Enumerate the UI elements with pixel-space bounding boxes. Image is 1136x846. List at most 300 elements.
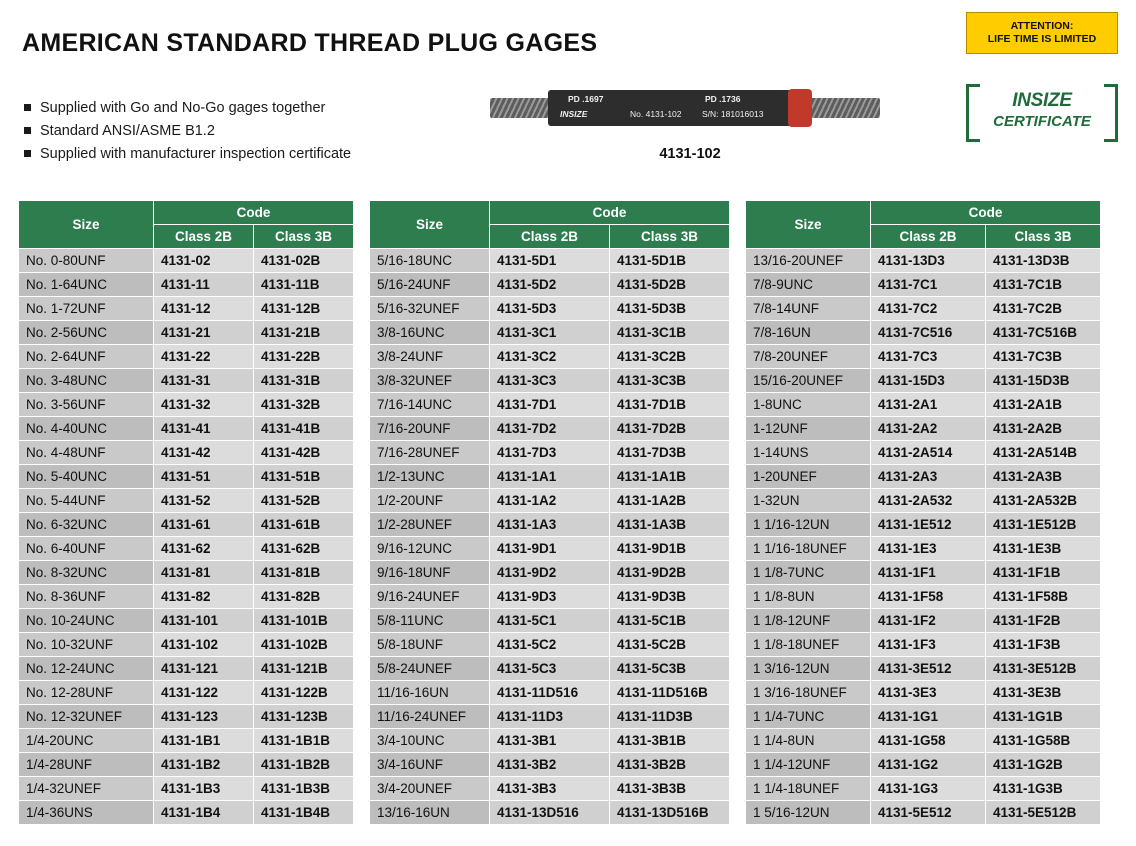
product-caption: 4131-102 <box>659 146 721 162</box>
cell-size: 9/16-12UNC <box>370 537 490 561</box>
table-row <box>370 729 730 753</box>
table-row <box>370 681 730 705</box>
cell-class-3b: 4131-21B <box>254 321 354 345</box>
cell-size: No. 4-48UNF <box>19 441 154 465</box>
cell-class-2b: 4131-3B3 <box>490 777 610 801</box>
cell-class-3b: 4131-3C1B <box>610 321 730 345</box>
list-item <box>24 98 351 118</box>
gage-table-3 <box>745 200 1101 825</box>
table-row <box>19 633 354 657</box>
table-row <box>19 393 354 417</box>
cell-class-2b: 4131-1G58 <box>871 729 986 753</box>
cell-class-3b: 4131-2A2B <box>986 417 1101 441</box>
cell-class-2b: 4131-13D3 <box>871 249 986 273</box>
bullet-icon <box>24 150 31 157</box>
cell-class-2b: 4131-101 <box>154 609 254 633</box>
cell-size: No. 5-40UNC <box>19 465 154 489</box>
cell-class-3b: 4131-1B3B <box>254 777 354 801</box>
table-row <box>746 585 1101 609</box>
cell-class-2b: 4131-3C2 <box>490 345 610 369</box>
table-row <box>370 633 730 657</box>
table-row <box>370 345 730 369</box>
list-item <box>24 144 351 164</box>
cell-size: 3/8-24UNF <box>370 345 490 369</box>
table-row <box>746 321 1101 345</box>
cell-size: 5/8-11UNC <box>370 609 490 633</box>
gage-code-tables <box>18 200 1118 825</box>
cell-class-3b: 4131-7C2B <box>986 297 1101 321</box>
cell-class-3b: 4131-1F1B <box>986 561 1101 585</box>
cell-class-3b: 4131-1F58B <box>986 585 1101 609</box>
cell-class-3b: 4131-13D516B <box>610 801 730 825</box>
column-header-class-2b: Class 2B <box>871 225 986 249</box>
table-row <box>370 393 730 417</box>
cell-class-3b: 4131-1A3B <box>610 513 730 537</box>
cell-class-2b: 4131-7D2 <box>490 417 610 441</box>
cell-size: 13/16-20UNEF <box>746 249 871 273</box>
feature-list <box>24 98 351 167</box>
cell-size: 1 1/16-18UNEF <box>746 537 871 561</box>
table-row <box>370 513 730 537</box>
table-row <box>370 465 730 489</box>
cell-class-3b: 4131-2A1B <box>986 393 1101 417</box>
table-row <box>746 729 1101 753</box>
cell-class-3b: 4131-2A514B <box>986 441 1101 465</box>
cell-class-3b: 4131-9D3B <box>610 585 730 609</box>
cell-class-2b: 4131-3E512 <box>871 657 986 681</box>
cell-class-3b: 4131-5C1B <box>610 609 730 633</box>
table-row <box>370 777 730 801</box>
table-row <box>746 609 1101 633</box>
cell-class-2b: 4131-02 <box>154 249 254 273</box>
cell-class-2b: 4131-11D516 <box>490 681 610 705</box>
table-row <box>370 537 730 561</box>
cell-class-3b: 4131-1F3B <box>986 633 1101 657</box>
table-row <box>746 513 1101 537</box>
table-row <box>746 753 1101 777</box>
pd-left-label: PD .1697 <box>568 94 604 104</box>
cell-class-2b: 4131-1F2 <box>871 609 986 633</box>
cell-class-3b: 4131-7C3B <box>986 345 1101 369</box>
cell-class-2b: 4131-3E3 <box>871 681 986 705</box>
cell-class-3b: 4131-1E512B <box>986 513 1101 537</box>
table-row <box>19 681 354 705</box>
feature-text: Supplied with Go and No-Go gages together <box>40 100 326 116</box>
gage-table-1 <box>18 200 354 825</box>
table-row <box>19 801 354 825</box>
cell-class-3b: 4131-1B2B <box>254 753 354 777</box>
cell-class-2b: 4131-1E512 <box>871 513 986 537</box>
cell-size: 3/4-20UNEF <box>370 777 490 801</box>
table-row <box>19 609 354 633</box>
cell-class-3b: 4131-31B <box>254 369 354 393</box>
table-row <box>370 441 730 465</box>
table-row <box>370 657 730 681</box>
table-row <box>19 777 354 801</box>
cell-class-3b: 4131-22B <box>254 345 354 369</box>
cell-class-3b: 4131-3C3B <box>610 369 730 393</box>
table-row <box>746 489 1101 513</box>
table-row <box>19 705 354 729</box>
cell-size: 11/16-24UNEF <box>370 705 490 729</box>
cell-size: No. 6-40UNF <box>19 537 154 561</box>
cell-class-2b: 4131-7C2 <box>871 297 986 321</box>
cell-size: No. 8-36UNF <box>19 585 154 609</box>
cell-class-3b: 4131-5C3B <box>610 657 730 681</box>
cell-class-3b: 4131-1B4B <box>254 801 354 825</box>
cell-class-3b: 4131-121B <box>254 657 354 681</box>
table-row <box>746 249 1101 273</box>
cell-size: 1/4-28UNF <box>19 753 154 777</box>
brand-label: INSIZE <box>560 109 588 119</box>
cell-class-2b: 4131-2A3 <box>871 465 986 489</box>
table-row <box>370 489 730 513</box>
cell-class-3b: 4131-5C2B <box>610 633 730 657</box>
cell-class-2b: 4131-12 <box>154 297 254 321</box>
column-header-class-3b: Class 3B <box>986 225 1101 249</box>
cell-size: 5/8-24UNEF <box>370 657 490 681</box>
bullet-icon <box>24 127 31 134</box>
cell-size: 7/8-16UN <box>746 321 871 345</box>
table-row <box>746 345 1101 369</box>
cell-class-2b: 4131-32 <box>154 393 254 417</box>
table-row <box>19 585 354 609</box>
cell-class-2b: 4131-5C1 <box>490 609 610 633</box>
cell-class-2b: 4131-21 <box>154 321 254 345</box>
cell-size: 1 1/8-7UNC <box>746 561 871 585</box>
cell-class-3b: 4131-3B3B <box>610 777 730 801</box>
cell-class-3b: 4131-7C1B <box>986 273 1101 297</box>
cell-class-2b: 4131-62 <box>154 537 254 561</box>
table-row <box>19 753 354 777</box>
cell-class-3b: 4131-123B <box>254 705 354 729</box>
cell-size: 1 3/16-18UNEF <box>746 681 871 705</box>
table-row <box>19 321 354 345</box>
cell-size: 1-20UNEF <box>746 465 871 489</box>
product-illustration <box>480 78 900 140</box>
cell-size: 3/8-32UNEF <box>370 369 490 393</box>
cell-class-2b: 4131-3C1 <box>490 321 610 345</box>
cell-class-3b: 4131-11B <box>254 273 354 297</box>
table-row <box>19 657 354 681</box>
cell-size: 7/8-9UNC <box>746 273 871 297</box>
cell-size: No. 2-64UNF <box>19 345 154 369</box>
cell-size: 1/4-32UNEF <box>19 777 154 801</box>
cell-class-3b: 4131-1G2B <box>986 753 1101 777</box>
cell-class-3b: 4131-7D3B <box>610 441 730 465</box>
cell-class-2b: 4131-121 <box>154 657 254 681</box>
inspection-certificate-logo <box>966 82 1118 144</box>
cell-class-3b: 4131-62B <box>254 537 354 561</box>
attention-line2: LIFE TIME IS LIMITED <box>987 33 1097 45</box>
table-row <box>19 489 354 513</box>
column-header-class-2b: Class 2B <box>490 225 610 249</box>
cell-size: 1/2-20UNF <box>370 489 490 513</box>
table-row <box>370 705 730 729</box>
cell-class-3b: 4131-15D3B <box>986 369 1101 393</box>
cell-class-2b: 4131-5C2 <box>490 633 610 657</box>
table-row <box>370 273 730 297</box>
certificate-line1: INSIZE <box>1012 90 1072 111</box>
cell-class-2b: 4131-102 <box>154 633 254 657</box>
cell-size: 3/4-16UNF <box>370 753 490 777</box>
cell-class-2b: 4131-1B3 <box>154 777 254 801</box>
cell-class-3b: 4131-9D2B <box>610 561 730 585</box>
column-header-code: Code <box>490 201 730 225</box>
cell-class-2b: 4131-2A1 <box>871 393 986 417</box>
cell-class-2b: 4131-42 <box>154 441 254 465</box>
cell-class-3b: 4131-7C516B <box>986 321 1101 345</box>
cell-class-3b: 4131-1A2B <box>610 489 730 513</box>
column-header-class-2b: Class 2B <box>154 225 254 249</box>
cell-size: 5/8-18UNF <box>370 633 490 657</box>
cell-class-2b: 4131-41 <box>154 417 254 441</box>
cell-class-2b: 4131-7D3 <box>490 441 610 465</box>
cell-class-2b: 4131-1E3 <box>871 537 986 561</box>
cell-class-3b: 4131-3B2B <box>610 753 730 777</box>
table-row <box>370 249 730 273</box>
table-row <box>746 393 1101 417</box>
cell-size: 15/16-20UNEF <box>746 369 871 393</box>
cell-size: 3/8-16UNC <box>370 321 490 345</box>
cell-class-2b: 4131-5E512 <box>871 801 986 825</box>
cell-class-3b: 4131-52B <box>254 489 354 513</box>
cell-class-3b: 4131-82B <box>254 585 354 609</box>
cell-class-2b: 4131-122 <box>154 681 254 705</box>
cell-size: 7/8-20UNEF <box>746 345 871 369</box>
cell-class-3b: 4131-122B <box>254 681 354 705</box>
table-row <box>746 369 1101 393</box>
cell-class-2b: 4131-9D2 <box>490 561 610 585</box>
cell-class-3b: 4131-1F2B <box>986 609 1101 633</box>
cell-size: 1-14UNS <box>746 441 871 465</box>
table-row <box>19 249 354 273</box>
cell-class-2b: 4131-82 <box>154 585 254 609</box>
cell-class-2b: 4131-1A3 <box>490 513 610 537</box>
cell-size: 1 1/4-18UNEF <box>746 777 871 801</box>
cell-class-2b: 4131-11D3 <box>490 705 610 729</box>
cell-class-3b: 4131-2A3B <box>986 465 1101 489</box>
cell-class-2b: 4131-1F3 <box>871 633 986 657</box>
cell-class-3b: 4131-5D1B <box>610 249 730 273</box>
cell-class-2b: 4131-2A514 <box>871 441 986 465</box>
table-row <box>19 537 354 561</box>
cell-class-3b: 4131-11D516B <box>610 681 730 705</box>
cell-size: 3/4-10UNC <box>370 729 490 753</box>
cell-class-2b: 4131-3B1 <box>490 729 610 753</box>
cell-size: 5/16-24UNF <box>370 273 490 297</box>
cell-class-2b: 4131-5D3 <box>490 297 610 321</box>
cell-class-3b: 4131-9D1B <box>610 537 730 561</box>
cell-size: 1 1/4-7UNC <box>746 705 871 729</box>
cell-class-2b: 4131-1A2 <box>490 489 610 513</box>
cell-class-2b: 4131-7C516 <box>871 321 986 345</box>
cell-size: No. 4-40UNC <box>19 417 154 441</box>
thread-left-icon <box>490 98 552 118</box>
cell-size: No. 1-64UNC <box>19 273 154 297</box>
cell-class-2b: 4131-123 <box>154 705 254 729</box>
cell-class-3b: 4131-1G1B <box>986 705 1101 729</box>
cell-class-3b: 4131-1E3B <box>986 537 1101 561</box>
column-header-size: Size <box>19 201 154 249</box>
table-row <box>746 657 1101 681</box>
table-body-1 <box>19 249 354 825</box>
cell-class-3b: 4131-5D3B <box>610 297 730 321</box>
cell-class-2b: 4131-2A2 <box>871 417 986 441</box>
table-row <box>19 273 354 297</box>
feature-text: Standard ANSI/ASME B1.2 <box>40 123 215 139</box>
table-row <box>19 729 354 753</box>
cell-class-3b: 4131-102B <box>254 633 354 657</box>
cell-class-3b: 4131-13D3B <box>986 249 1101 273</box>
cell-class-2b: 4131-7D1 <box>490 393 610 417</box>
table-row <box>370 585 730 609</box>
cell-size: 1/2-28UNEF <box>370 513 490 537</box>
column-header-size: Size <box>370 201 490 249</box>
cell-class-3b: 4131-32B <box>254 393 354 417</box>
cell-class-2b: 4131-1G2 <box>871 753 986 777</box>
gage-red-band <box>788 89 812 127</box>
cell-class-3b: 4131-101B <box>254 609 354 633</box>
cell-class-2b: 4131-3C3 <box>490 369 610 393</box>
table-row <box>19 561 354 585</box>
cell-size: 5/16-18UNC <box>370 249 490 273</box>
table-row <box>19 465 354 489</box>
cell-class-2b: 4131-81 <box>154 561 254 585</box>
cell-class-2b: 4131-7C3 <box>871 345 986 369</box>
cell-class-2b: 4131-9D1 <box>490 537 610 561</box>
cell-size: No. 12-24UNC <box>19 657 154 681</box>
cell-class-2b: 4131-1G1 <box>871 705 986 729</box>
cell-class-3b: 4131-7D1B <box>610 393 730 417</box>
cell-class-2b: 4131-31 <box>154 369 254 393</box>
table-row <box>746 801 1101 825</box>
cell-size: 9/16-18UNF <box>370 561 490 585</box>
cell-size: 1 1/8-18UNEF <box>746 633 871 657</box>
cell-size: No. 6-32UNC <box>19 513 154 537</box>
cell-size: 1 3/16-12UN <box>746 657 871 681</box>
cell-class-2b: 4131-5C3 <box>490 657 610 681</box>
cell-class-2b: 4131-1F58 <box>871 585 986 609</box>
cell-size: No. 1-72UNF <box>19 297 154 321</box>
table-row <box>370 609 730 633</box>
cell-class-3b: 4131-12B <box>254 297 354 321</box>
cell-class-2b: 4131-61 <box>154 513 254 537</box>
table-row <box>370 753 730 777</box>
gage-table-2 <box>369 200 730 825</box>
serial-label: S/N: 181016013 <box>702 109 764 119</box>
table-row <box>370 297 730 321</box>
table-row <box>370 321 730 345</box>
cell-size: 9/16-24UNEF <box>370 585 490 609</box>
table-row <box>19 417 354 441</box>
cell-size: 1/2-13UNC <box>370 465 490 489</box>
table-row <box>746 633 1101 657</box>
table-body-3 <box>746 249 1101 825</box>
cell-class-3b: 4131-2A532B <box>986 489 1101 513</box>
cell-size: No. 3-56UNF <box>19 393 154 417</box>
table-row <box>746 777 1101 801</box>
table-row <box>746 465 1101 489</box>
cell-class-3b: 4131-5D2B <box>610 273 730 297</box>
table-row <box>746 297 1101 321</box>
list-item <box>24 121 351 141</box>
cell-class-3b: 4131-02B <box>254 249 354 273</box>
cell-class-2b: 4131-7C1 <box>871 273 986 297</box>
cell-size: No. 10-32UNF <box>19 633 154 657</box>
table-row <box>19 513 354 537</box>
cell-class-3b: 4131-41B <box>254 417 354 441</box>
table-row <box>19 369 354 393</box>
cell-class-3b: 4131-42B <box>254 441 354 465</box>
feature-text: Supplied with manufacturer inspection certificate <box>40 146 352 162</box>
cell-class-2b: 4131-9D3 <box>490 585 610 609</box>
cell-class-3b: 4131-1G58B <box>986 729 1101 753</box>
cell-class-2b: 4131-1B2 <box>154 753 254 777</box>
table-row <box>746 273 1101 297</box>
table-row <box>746 705 1101 729</box>
cell-size: 1 1/16-12UN <box>746 513 871 537</box>
table-row <box>746 417 1101 441</box>
attention-line1: ATTENTION: <box>1010 20 1074 32</box>
table-row <box>19 441 354 465</box>
cell-size: No. 3-48UNC <box>19 369 154 393</box>
table-row <box>746 537 1101 561</box>
cell-class-2b: 4131-2A532 <box>871 489 986 513</box>
cell-size: No. 10-24UNC <box>19 609 154 633</box>
column-header-code: Code <box>154 201 354 225</box>
cell-size: 1 5/16-12UN <box>746 801 871 825</box>
cell-class-2b: 4131-11 <box>154 273 254 297</box>
cell-size: 1 1/8-12UNF <box>746 609 871 633</box>
table-row <box>746 441 1101 465</box>
cell-class-2b: 4131-51 <box>154 465 254 489</box>
table-row <box>370 561 730 585</box>
cell-size: 1 1/8-8UN <box>746 585 871 609</box>
cell-class-3b: 4131-51B <box>254 465 354 489</box>
cell-size: 5/16-32UNEF <box>370 297 490 321</box>
cell-size: 1-12UNF <box>746 417 871 441</box>
model-label: No. 4131-102 <box>630 109 682 119</box>
cell-class-2b: 4131-1G3 <box>871 777 986 801</box>
column-header-class-3b: Class 3B <box>610 225 730 249</box>
cell-size: 1-32UN <box>746 489 871 513</box>
page-title: AMERICAN STANDARD THREAD PLUG GAGES <box>22 28 598 57</box>
cell-size: 1 1/4-12UNF <box>746 753 871 777</box>
cell-size: 1/4-36UNS <box>19 801 154 825</box>
table-row <box>746 681 1101 705</box>
cell-size: 1/4-20UNC <box>19 729 154 753</box>
cell-class-3b: 4131-3C2B <box>610 345 730 369</box>
column-header-size: Size <box>746 201 871 249</box>
cell-size: No. 12-28UNF <box>19 681 154 705</box>
cell-class-2b: 4131-1B4 <box>154 801 254 825</box>
cell-class-3b: 4131-61B <box>254 513 354 537</box>
cell-class-3b: 4131-5E512B <box>986 801 1101 825</box>
certificate-text <box>978 90 1106 132</box>
cell-size: 7/16-20UNF <box>370 417 490 441</box>
cell-class-3b: 4131-11D3B <box>610 705 730 729</box>
cell-class-2b: 4131-5D1 <box>490 249 610 273</box>
cell-class-3b: 4131-1B1B <box>254 729 354 753</box>
cell-size: 1 1/4-8UN <box>746 729 871 753</box>
cell-class-2b: 4131-1A1 <box>490 465 610 489</box>
table-row <box>370 369 730 393</box>
cell-class-2b: 4131-13D516 <box>490 801 610 825</box>
cell-class-3b: 4131-3B1B <box>610 729 730 753</box>
cell-class-2b: 4131-52 <box>154 489 254 513</box>
attention-badge <box>966 12 1118 54</box>
